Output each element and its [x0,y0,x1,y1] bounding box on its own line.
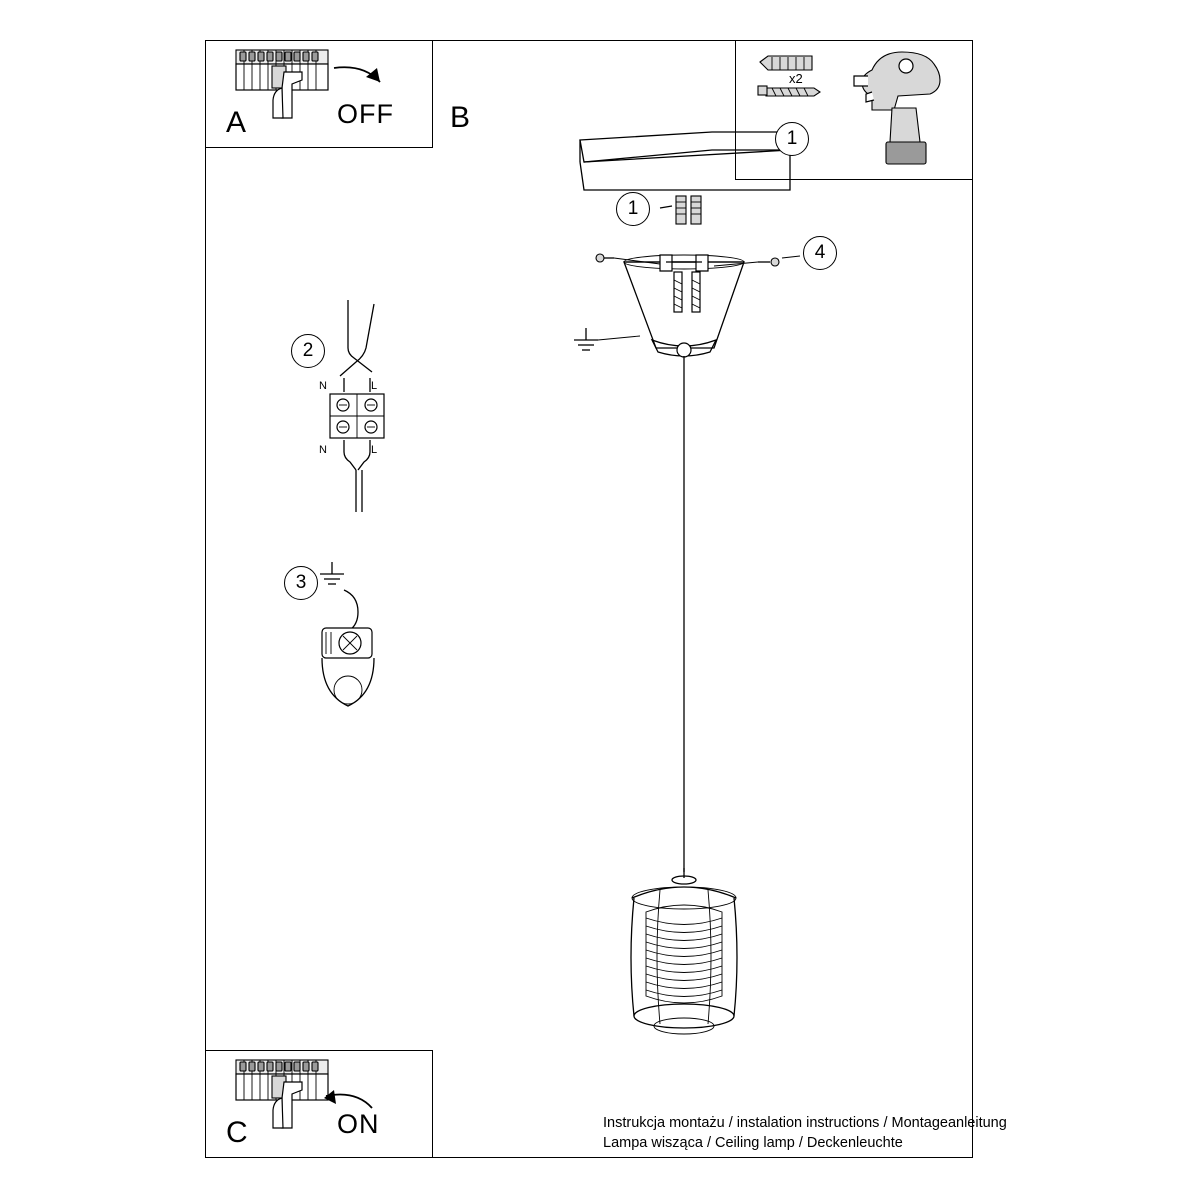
panel-a-label: OFF [337,99,394,129]
footer-line-1: Instrukcja montażu / instalation instructions / Montageanleitung [603,1115,1007,1131]
terminal-label-n-top: N [319,380,327,392]
panel-a-letter: A [226,106,247,139]
panel-b-frame [205,40,973,1158]
callout-2: 2 [291,334,325,368]
panel-c-label: ON [337,1109,380,1139]
footer-line-2: Lampa wisząca / Ceiling lamp / Deckenleuchte [603,1135,903,1151]
terminal-label-l-top: L [371,380,378,392]
callout-tools-1: 1 [775,122,809,156]
terminal-label-l-bottom: L [371,444,378,456]
tools-multiplier-label: x2 [789,71,803,86]
panel-b-letter: B [450,101,471,134]
panel-c-letter: C [226,1116,249,1149]
callout-4: 4 [803,236,837,270]
tools-panel-frame [735,40,973,180]
callout-3: 3 [284,566,318,600]
callout-1: 1 [616,192,650,226]
terminal-label-n-bottom: N [319,444,327,456]
